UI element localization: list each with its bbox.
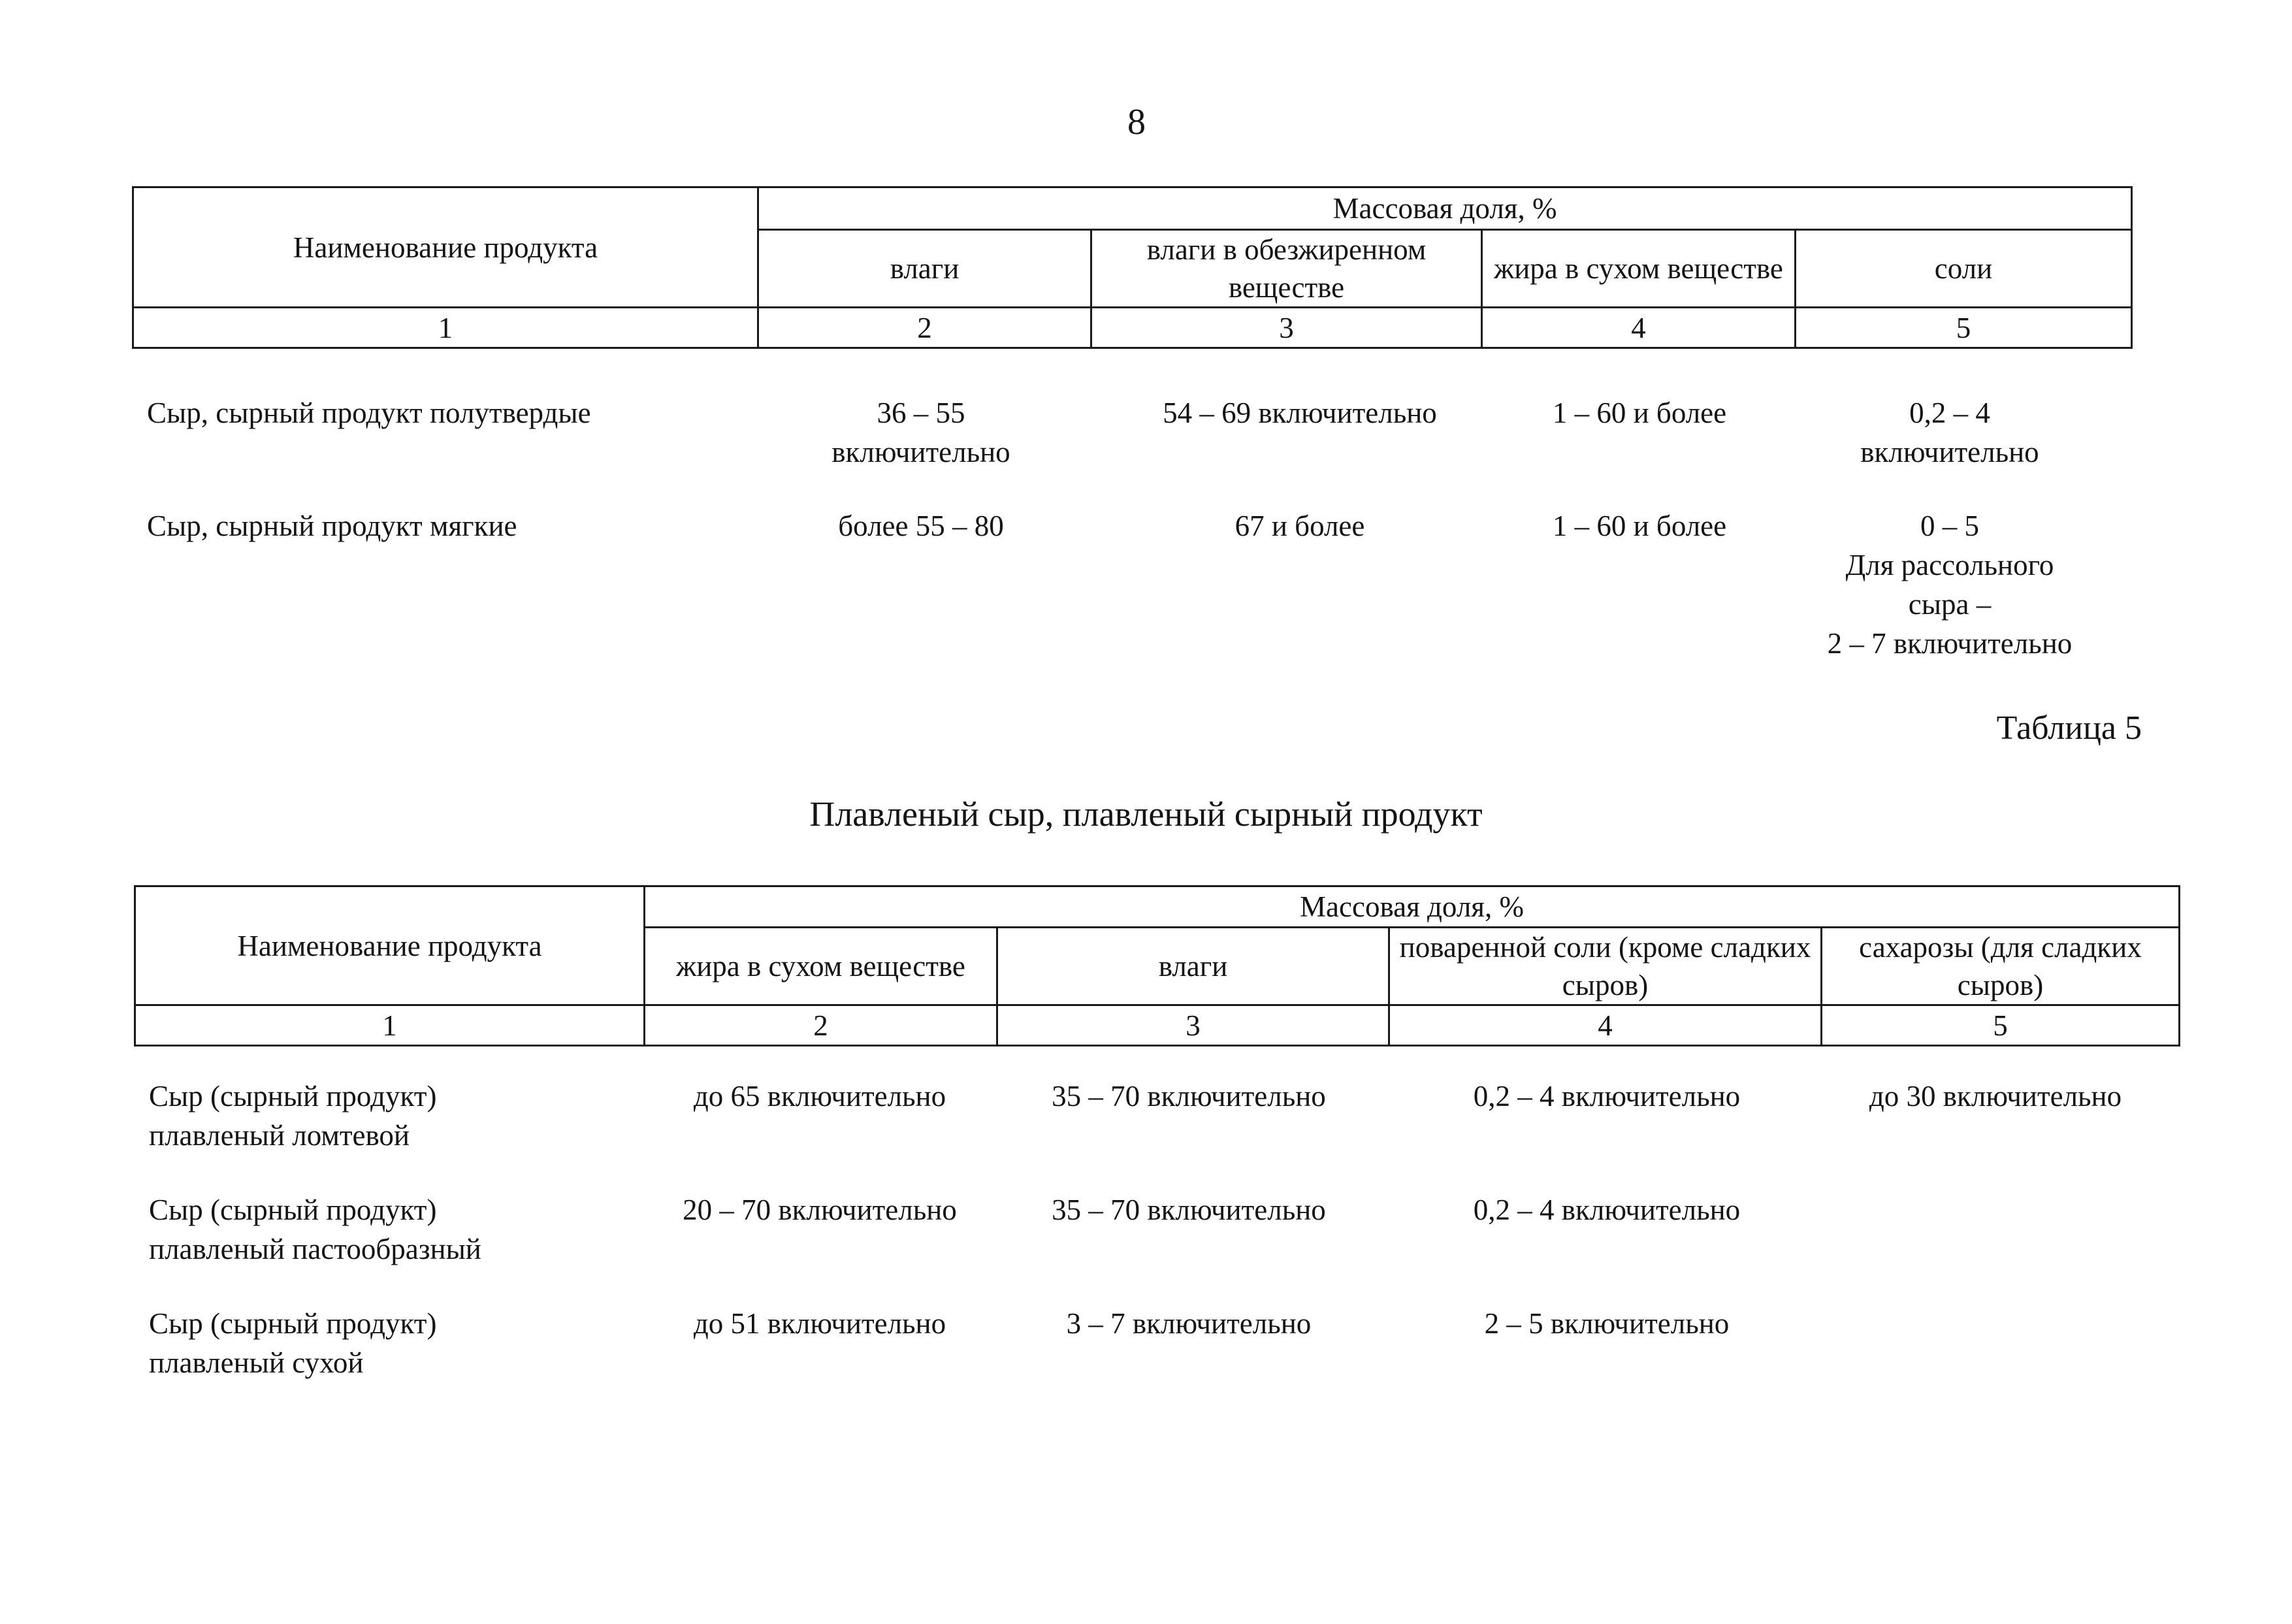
header-product-name: Наименование продукта	[133, 187, 758, 308]
table5-row1-fat-dry: до 65 включительно	[693, 1080, 946, 1112]
table5-row2-fat-dry: 20 – 70 включительно	[683, 1194, 957, 1226]
header-number-3: 3	[1091, 308, 1482, 348]
table5-row2-name-line1: Сыр (сырный продукт)	[149, 1194, 437, 1226]
table5-row3-moisture: 3 – 7 включительно	[1066, 1307, 1312, 1340]
table5-caption: Таблица 5	[1996, 709, 2142, 747]
header-mass-fraction: Массовая доля, %	[758, 187, 2132, 230]
table4-row1-moisture-fat-free: 54 – 69 включительно	[1163, 397, 1437, 429]
table5-row3-salt: 2 – 5 включительно	[1484, 1307, 1730, 1340]
table4-header	[132, 186, 2133, 349]
header-col-moisture: влаги	[758, 230, 1091, 308]
table5-row2-moisture: 35 – 70 включительно	[1052, 1194, 1326, 1226]
table5-row2-salt: 0,2 – 4 включительно	[1473, 1194, 1741, 1226]
header-number-2: 2	[758, 308, 1091, 348]
t5-header-number-4: 4	[1389, 1005, 1822, 1046]
table4-row1-salt: 0,2 – 4 включительно	[1860, 397, 2039, 468]
header-col-salt: соли	[1796, 230, 2132, 308]
table5-row3-name-line1: Сыр (сырный продукт)	[149, 1307, 437, 1340]
t5-header-col-sucrose: сахарозы (для сладких сыров)	[1822, 928, 2180, 1005]
header-number-1: 1	[133, 308, 758, 348]
table4-row2-salt	[1777, 506, 2123, 663]
table5-header	[134, 885, 2180, 1047]
t5-header-number-2: 2	[645, 1005, 997, 1046]
table5-row3-name	[149, 1304, 645, 1382]
table4-row1-moisture: 36 – 55 включительно	[831, 397, 1010, 468]
t5-header-col-moisture: влаги	[997, 928, 1389, 1005]
t5-header-number-3: 3	[997, 1005, 1389, 1046]
t5-header-number-5: 5	[1822, 1005, 2180, 1046]
table5-row1-moisture: 35 – 70 включительно	[1052, 1080, 1326, 1112]
header-number-5: 5	[1796, 308, 2132, 348]
table5-row3-name-line2: плавленый сухой	[149, 1346, 364, 1379]
table4-row2-fat-dry: 1 – 60 и более	[1552, 510, 1727, 542]
table4-row2-moisture: более 55 – 80	[838, 510, 1004, 542]
t5-header-product-name: Наименование продукта	[135, 886, 645, 1005]
table5-title: Плавленый сыр, плавленый сырный продукт	[809, 794, 1483, 834]
table4-row2-salt-line1: 0 – 5	[1920, 510, 1979, 542]
table5-row1-name-line1: Сыр (сырный продукт)	[149, 1080, 437, 1112]
t5-header-col-salt: поваренной соли (кроме сладких сыров)	[1389, 928, 1822, 1005]
table4-row2-salt-line4: 2 – 7 включительно	[1827, 627, 2073, 660]
table4-row1-fat-dry: 1 – 60 и более	[1552, 397, 1727, 429]
table5-row1-salt: 0,2 – 4 включительно	[1473, 1080, 1741, 1112]
header-col-fat-dry: жира в сухом веществе	[1482, 230, 1796, 308]
t5-header-col-fat-dry: жира в сухом веществе	[645, 928, 997, 1005]
t5-header-number-1: 1	[135, 1005, 645, 1046]
header-col-moisture-fat-free: влаги в обезжиренном веществе	[1091, 230, 1482, 308]
t5-header-mass-fraction: Массовая доля, %	[645, 886, 2180, 928]
table5-row1-sucrose: до 30 включительно	[1869, 1080, 2122, 1112]
table5-row1-name-line2: плавленый ломтевой	[149, 1119, 410, 1152]
table4-row2-name: Сыр, сырный продукт мягкие	[147, 510, 517, 542]
table4-row2-moisture-fat-free: 67 и более	[1235, 510, 1365, 542]
table5-row3-fat-dry: до 51 включительно	[693, 1307, 946, 1340]
table4-row2-salt-line2: Для рассольного	[1845, 549, 2054, 581]
table5-row2-name	[149, 1190, 645, 1269]
table5-row1-name	[149, 1077, 645, 1155]
table5-row2-name-line2: плавленый пастообразный	[149, 1233, 481, 1265]
header-number-4: 4	[1482, 308, 1796, 348]
page-number: 8	[1127, 102, 1146, 142]
table4-row2-salt-line3: сыра –	[1908, 588, 1992, 621]
table4-row1-name: Сыр, сырный продукт полутвердые	[147, 397, 591, 429]
